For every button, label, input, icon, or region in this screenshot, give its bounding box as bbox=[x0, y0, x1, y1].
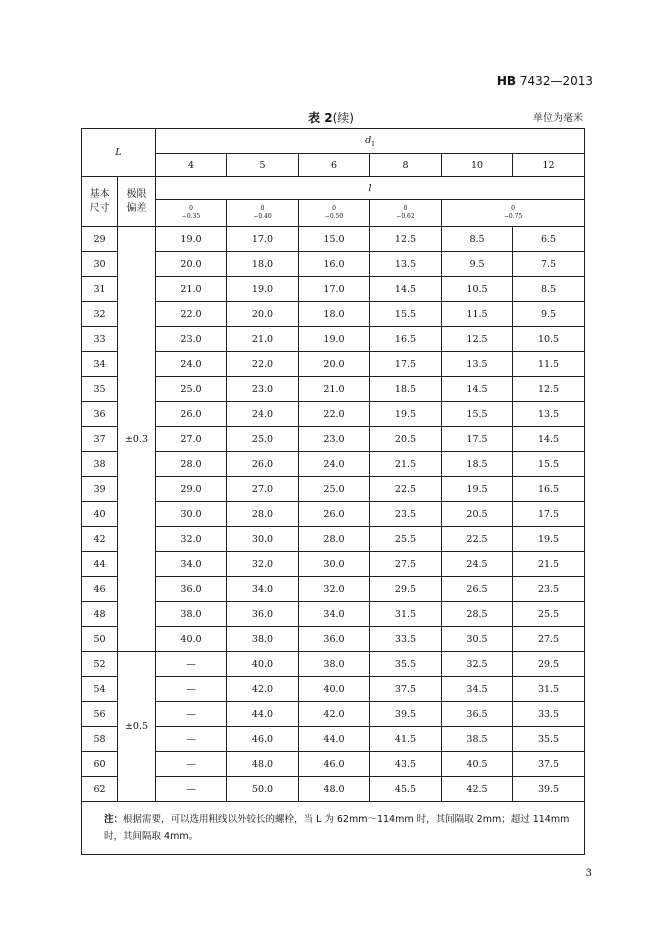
cell-value: 41.5 bbox=[370, 727, 442, 752]
cell-value: 11.5 bbox=[442, 302, 513, 327]
cell-value: 34.0 bbox=[156, 552, 227, 577]
cell-value: 38.0 bbox=[227, 627, 299, 652]
cell-value: 20.0 bbox=[299, 352, 370, 377]
cell-value: 16.5 bbox=[513, 477, 585, 502]
cell-value: 18.0 bbox=[299, 302, 370, 327]
cell-basic-size: 34 bbox=[82, 352, 118, 377]
cell-basic-size: 33 bbox=[82, 327, 118, 352]
cell-value: 18.5 bbox=[370, 377, 442, 402]
cell-value: 17.5 bbox=[370, 352, 442, 377]
cell-value: 22.0 bbox=[227, 352, 299, 377]
cell-value: 23.0 bbox=[299, 427, 370, 452]
cell-value: 29.0 bbox=[156, 477, 227, 502]
header-d-value: 12 bbox=[513, 154, 585, 177]
cell-value: 30.0 bbox=[227, 527, 299, 552]
cell-value: 32.0 bbox=[156, 527, 227, 552]
l-tolerance: 0 −0.35 bbox=[156, 200, 227, 227]
table-row bbox=[82, 702, 585, 727]
cell-value: 46.0 bbox=[299, 752, 370, 777]
cell-value: 24.5 bbox=[442, 552, 513, 577]
cell-value: 15.5 bbox=[370, 302, 442, 327]
cell-basic-size: 31 bbox=[82, 277, 118, 302]
cell-value: 26.0 bbox=[299, 502, 370, 527]
cell-value: 20.0 bbox=[156, 252, 227, 277]
cell-value: 46.0 bbox=[227, 727, 299, 752]
cell-value: 32.5 bbox=[442, 652, 513, 677]
cell-value: 17.5 bbox=[513, 502, 585, 527]
cell-value: 19.0 bbox=[299, 327, 370, 352]
table-row bbox=[82, 227, 585, 252]
cell-value: 33.5 bbox=[370, 627, 442, 652]
cell-value: 29.5 bbox=[370, 577, 442, 602]
cell-value: 16.0 bbox=[299, 252, 370, 277]
cell-tolerance: ±0.5 bbox=[118, 652, 156, 802]
cell-value: 27.5 bbox=[370, 552, 442, 577]
cell-basic-size: 36 bbox=[82, 402, 118, 427]
cell-value: 13.5 bbox=[370, 252, 442, 277]
cell-value: 39.5 bbox=[513, 777, 585, 802]
cell-basic-size: 60 bbox=[82, 752, 118, 777]
cell-value: 29.5 bbox=[513, 652, 585, 677]
cell-value: 35.5 bbox=[370, 652, 442, 677]
header-tolerance: 极限 偏差 bbox=[118, 177, 156, 227]
header-d-value: 6 bbox=[299, 154, 370, 177]
table-row bbox=[82, 602, 585, 627]
cell-value: 12.5 bbox=[370, 227, 442, 252]
cell-value: — bbox=[156, 652, 227, 677]
l-tolerance: 0 −0.40 bbox=[227, 200, 299, 227]
table-row bbox=[82, 677, 585, 702]
cell-value: 37.5 bbox=[513, 752, 585, 777]
cell-basic-size: 40 bbox=[82, 502, 118, 527]
cell-value: — bbox=[156, 702, 227, 727]
cell-value: 40.0 bbox=[299, 677, 370, 702]
cell-value: 11.5 bbox=[513, 352, 585, 377]
cell-value: 15.5 bbox=[513, 452, 585, 477]
cell-value: 28.0 bbox=[227, 502, 299, 527]
cell-value: 25.0 bbox=[299, 477, 370, 502]
table-row bbox=[82, 277, 585, 302]
table-row bbox=[82, 627, 585, 652]
table-row bbox=[82, 327, 585, 352]
cell-value: 14.5 bbox=[442, 377, 513, 402]
l-tolerance: 0 −0.75 bbox=[442, 200, 585, 227]
cell-basic-size: 29 bbox=[82, 227, 118, 252]
header-d-value: 4 bbox=[156, 154, 227, 177]
cell-value: 10.5 bbox=[513, 327, 585, 352]
cell-value: 34.5 bbox=[442, 677, 513, 702]
cell-value: 9.5 bbox=[442, 252, 513, 277]
cell-value: 8.5 bbox=[513, 277, 585, 302]
cell-value: 32.0 bbox=[299, 577, 370, 602]
cell-value: 12.5 bbox=[513, 377, 585, 402]
header-d: $d_1$ bbox=[156, 129, 585, 154]
cell-value: 26.0 bbox=[156, 402, 227, 427]
cell-value: 19.0 bbox=[156, 227, 227, 252]
cell-value: 25.5 bbox=[513, 602, 585, 627]
cell-value: 32.0 bbox=[227, 552, 299, 577]
cell-value: 21.5 bbox=[513, 552, 585, 577]
header-d-value: 8 bbox=[370, 154, 442, 177]
cell-basic-size: 42 bbox=[82, 527, 118, 552]
cell-value: 9.5 bbox=[513, 302, 585, 327]
cell-value: 16.5 bbox=[370, 327, 442, 352]
header-d-value: 5 bbox=[227, 154, 299, 177]
cell-value: 15.5 bbox=[442, 402, 513, 427]
cell-value: 37.5 bbox=[370, 677, 442, 702]
cell-value: 8.5 bbox=[442, 227, 513, 252]
dimension-table bbox=[81, 128, 585, 855]
table-note bbox=[82, 802, 585, 855]
cell-value: 22.5 bbox=[442, 527, 513, 552]
cell-value: 15.0 bbox=[299, 227, 370, 252]
cell-value: 20.5 bbox=[442, 502, 513, 527]
cell-basic-size: 52 bbox=[82, 652, 118, 677]
cell-value: 45.5 bbox=[370, 777, 442, 802]
cell-value: 36.0 bbox=[299, 627, 370, 652]
cell-value: 22.5 bbox=[370, 477, 442, 502]
table-row bbox=[82, 652, 585, 677]
cell-value: 26.5 bbox=[442, 577, 513, 602]
cell-value: 40.0 bbox=[156, 627, 227, 652]
cell-value: 24.0 bbox=[299, 452, 370, 477]
cell-value: 30.5 bbox=[442, 627, 513, 652]
header-l: l bbox=[156, 177, 585, 200]
cell-value: 23.5 bbox=[513, 577, 585, 602]
cell-value: 22.0 bbox=[156, 302, 227, 327]
table-row bbox=[82, 777, 585, 802]
cell-value: — bbox=[156, 777, 227, 802]
cell-value: 30.0 bbox=[156, 502, 227, 527]
cell-value: 44.0 bbox=[227, 702, 299, 727]
cell-basic-size: 38 bbox=[82, 452, 118, 477]
cell-value: 21.0 bbox=[227, 327, 299, 352]
cell-value: — bbox=[156, 677, 227, 702]
cell-value: 28.0 bbox=[299, 527, 370, 552]
cell-value: 20.0 bbox=[227, 302, 299, 327]
cell-basic-size: 39 bbox=[82, 477, 118, 502]
cell-value: 14.5 bbox=[513, 427, 585, 452]
cell-value: 14.5 bbox=[370, 277, 442, 302]
cell-basic-size: 30 bbox=[82, 252, 118, 277]
table-caption: 表 2(续) bbox=[308, 111, 354, 125]
cell-value: 40.0 bbox=[227, 652, 299, 677]
cell-value: 28.5 bbox=[442, 602, 513, 627]
table-row bbox=[82, 727, 585, 752]
l-tolerance: 0 −0.62 bbox=[370, 200, 442, 227]
cell-basic-size: 35 bbox=[82, 377, 118, 402]
cell-value: 42.5 bbox=[442, 777, 513, 802]
cell-value: 26.0 bbox=[227, 452, 299, 477]
cell-value: 24.0 bbox=[156, 352, 227, 377]
cell-value: 23.0 bbox=[156, 327, 227, 352]
cell-basic-size: 62 bbox=[82, 777, 118, 802]
cell-value: 19.0 bbox=[227, 277, 299, 302]
cell-value: 17.5 bbox=[442, 427, 513, 452]
cell-value: 36.5 bbox=[442, 702, 513, 727]
table-row bbox=[82, 452, 585, 477]
cell-basic-size: 58 bbox=[82, 727, 118, 752]
cell-value: 6.5 bbox=[513, 227, 585, 252]
cell-value: 18.0 bbox=[227, 252, 299, 277]
cell-basic-size: 56 bbox=[82, 702, 118, 727]
table-row bbox=[82, 402, 585, 427]
table-row bbox=[82, 552, 585, 577]
cell-value: 19.5 bbox=[442, 477, 513, 502]
cell-basic-size: 37 bbox=[82, 427, 118, 452]
standard-code: HB 7432—2013 bbox=[496, 74, 593, 88]
cell-value: 24.0 bbox=[227, 402, 299, 427]
cell-value: — bbox=[156, 727, 227, 752]
page-number: 3 bbox=[585, 868, 592, 879]
table-row bbox=[82, 252, 585, 277]
cell-value: 39.5 bbox=[370, 702, 442, 727]
cell-value: 40.5 bbox=[442, 752, 513, 777]
cell-value: 38.5 bbox=[442, 727, 513, 752]
cell-value: 31.5 bbox=[370, 602, 442, 627]
cell-value: 30.0 bbox=[299, 552, 370, 577]
cell-value: 38.0 bbox=[156, 602, 227, 627]
cell-value: 13.5 bbox=[442, 352, 513, 377]
cell-value: 19.5 bbox=[513, 527, 585, 552]
cell-value: — bbox=[156, 752, 227, 777]
cell-value: 23.0 bbox=[227, 377, 299, 402]
cell-value: 13.5 bbox=[513, 402, 585, 427]
cell-value: 34.0 bbox=[227, 577, 299, 602]
cell-value: 35.5 bbox=[513, 727, 585, 752]
table-row bbox=[82, 502, 585, 527]
table-row bbox=[82, 752, 585, 777]
cell-value: 27.0 bbox=[156, 427, 227, 452]
cell-value: 48.0 bbox=[227, 752, 299, 777]
header-basic-size: 基本 尺寸 bbox=[82, 177, 118, 227]
cell-value: 42.0 bbox=[227, 677, 299, 702]
cell-value: 28.0 bbox=[156, 452, 227, 477]
header-L: L bbox=[82, 129, 156, 177]
cell-value: 18.5 bbox=[442, 452, 513, 477]
cell-value: 36.0 bbox=[156, 577, 227, 602]
table-row bbox=[82, 527, 585, 552]
note-text: 根据需要，可以选用粗线以外较长的螺栓，当 L 为 62mm～114mm 时，其间隔取 2mm；超过 114mm 时，其间隔取 4mm。 bbox=[104, 814, 570, 842]
cell-value: 42.0 bbox=[299, 702, 370, 727]
note-row bbox=[82, 802, 585, 855]
cell-value: 12.5 bbox=[442, 327, 513, 352]
table-row bbox=[82, 577, 585, 602]
table-row bbox=[82, 352, 585, 377]
cell-value: 19.5 bbox=[370, 402, 442, 427]
cell-value: 21.0 bbox=[299, 377, 370, 402]
cell-basic-size: 44 bbox=[82, 552, 118, 577]
cell-value: 20.5 bbox=[370, 427, 442, 452]
table-row bbox=[82, 427, 585, 452]
cell-basic-size: 32 bbox=[82, 302, 118, 327]
cell-tolerance: ±0.3 bbox=[118, 227, 156, 652]
cell-basic-size: 48 bbox=[82, 602, 118, 627]
cell-value: 33.5 bbox=[513, 702, 585, 727]
cell-value: 21.5 bbox=[370, 452, 442, 477]
cell-value: 17.0 bbox=[299, 277, 370, 302]
cell-value: 23.5 bbox=[370, 502, 442, 527]
cell-value: 44.0 bbox=[299, 727, 370, 752]
l-tolerance: 0 −0.50 bbox=[299, 200, 370, 227]
header-d-value: 10 bbox=[442, 154, 513, 177]
cell-value: 50.0 bbox=[227, 777, 299, 802]
note-label: 注： bbox=[104, 814, 124, 825]
cell-value: 25.0 bbox=[227, 427, 299, 452]
cell-value: 21.0 bbox=[156, 277, 227, 302]
cell-basic-size: 54 bbox=[82, 677, 118, 702]
cell-value: 34.0 bbox=[299, 602, 370, 627]
cell-value: 17.0 bbox=[227, 227, 299, 252]
table-row bbox=[82, 377, 585, 402]
cell-value: 27.5 bbox=[513, 627, 585, 652]
table-row bbox=[82, 477, 585, 502]
cell-value: 25.0 bbox=[156, 377, 227, 402]
cell-value: 31.5 bbox=[513, 677, 585, 702]
cell-value: 36.0 bbox=[227, 602, 299, 627]
cell-value: 25.5 bbox=[370, 527, 442, 552]
cell-value: 38.0 bbox=[299, 652, 370, 677]
cell-value: 27.0 bbox=[227, 477, 299, 502]
cell-value: 10.5 bbox=[442, 277, 513, 302]
cell-basic-size: 50 bbox=[82, 627, 118, 652]
unit-label: 单位为毫米 bbox=[533, 113, 583, 124]
cell-value: 48.0 bbox=[299, 777, 370, 802]
cell-basic-size: 46 bbox=[82, 577, 118, 602]
table-row bbox=[82, 302, 585, 327]
cell-value: 22.0 bbox=[299, 402, 370, 427]
cell-value: 43.5 bbox=[370, 752, 442, 777]
cell-value: 7.5 bbox=[513, 252, 585, 277]
